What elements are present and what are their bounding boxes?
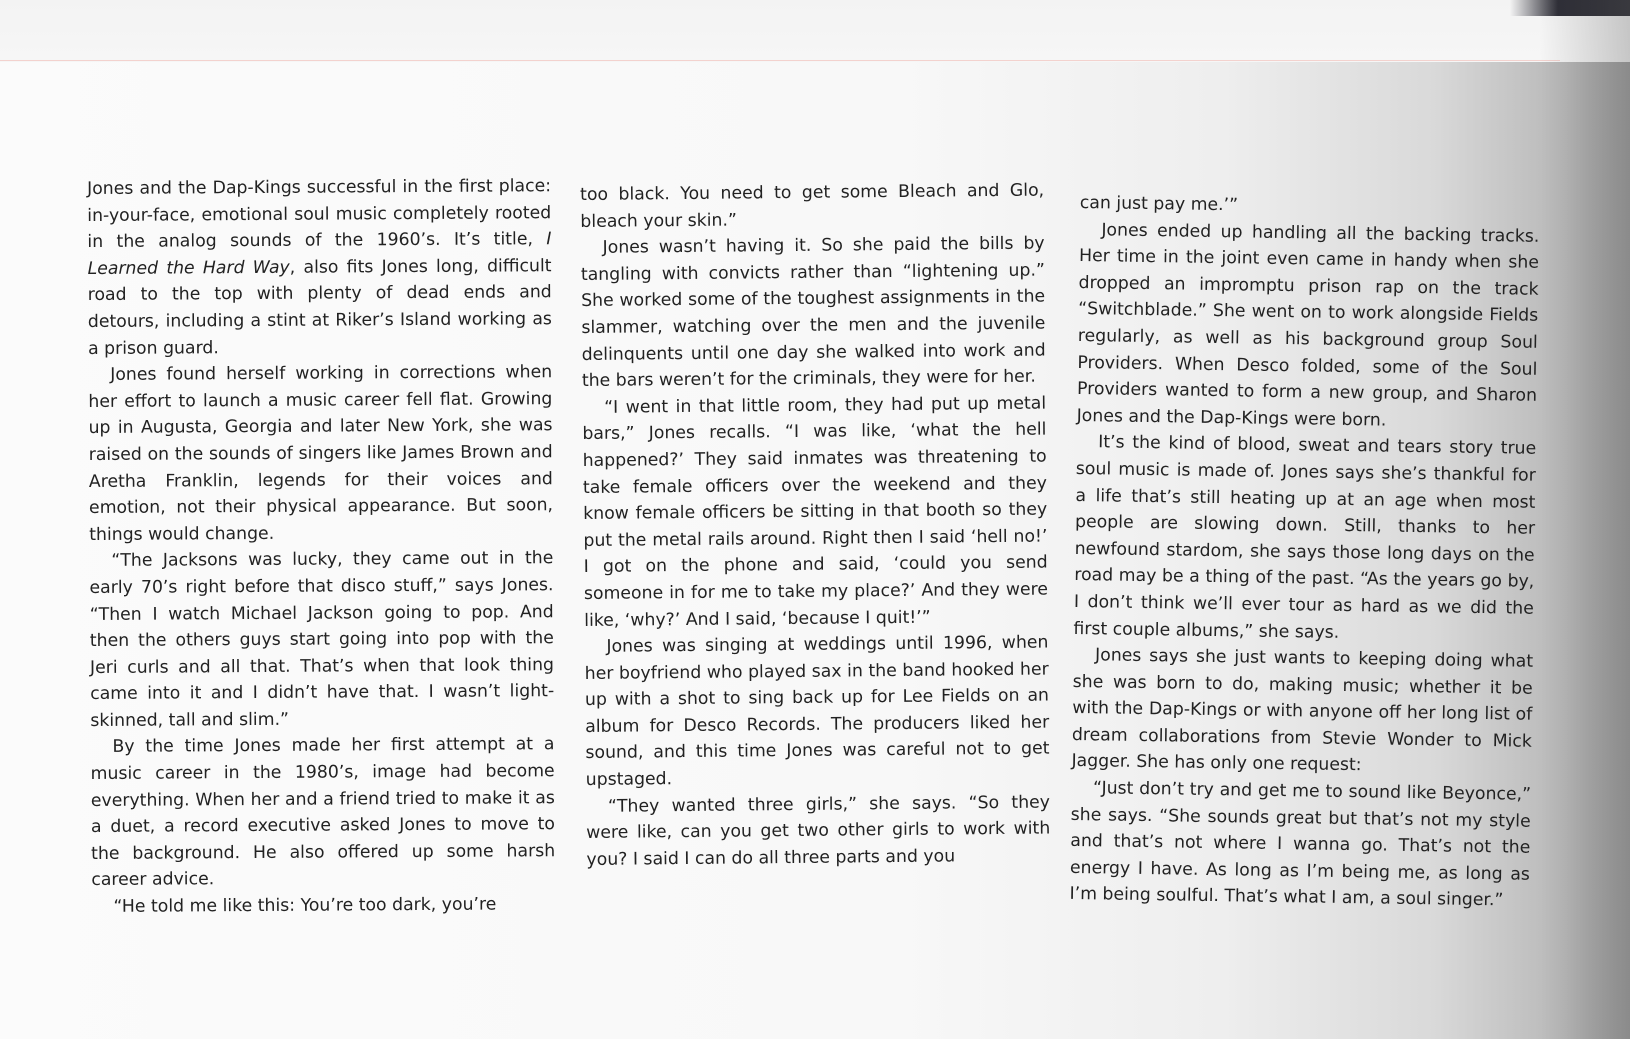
paragraph: It’s the kind of blood, sweat and tears story true soul music is made of. Jones says she’s thankful for a life that’s still heating up at an age when most people are slowing down. Still, thanks to her newfound stardom, she says those long days on the road may be a thing of the past. “As the years go by, I don’t think we’ll ever tour as hard as we did the first couple albums,” she says.: [1073, 432, 1537, 643]
paragraph: “They wanted three girls,” she says. “So they were like, can you get two other girls to work with you? I said I can do all three parts and you: [586, 792, 1051, 870]
paragraph: Jones wasn’t having it. So she paid the bills by tangling with convicts rather than “lightening up.” She worked some of the toughest assignments in the slammer, watching over the men and the juvenile delinquents until one day she walked into work and the bars weren’t for the criminals, they were for her.: [580, 233, 1046, 392]
paragraph: Jones and the Dap-Kings successful in the first place: in-your-face, emotional soul music completely rooted in the analog sounds of the 1960’s. It’s title, I Learned the Hard Way, also fits Jones long, difficult road to the top with plenty of dead ends and detours, including a stint at Riker’s Island working as a prison guard.: [87, 176, 552, 359]
page-curl-shadow: [1540, 0, 1630, 1039]
paragraph: can just pay me.’”: [1079, 192, 1239, 216]
album-title: I Learned the Hard Way: [87, 229, 552, 279]
paragraph: Jones found herself working in corrections when her effort to launch a music career fell flat. Growing up in Augusta, Georgia and later New York, she was raised on the sounds of singers like James Brown and Aretha Franklin, legends for their voices and emotion, not their physical appearance. But soon, things would change.: [88, 362, 554, 545]
paragraph: By the time Jones made her first attempt at a music career in the 1980’s, image had become everything. When her and a friend tried to make it as a duet, a record executive asked Jones to move to the background. He also offered up some harsh career advice.: [90, 734, 556, 891]
article-column-3: [1069, 190, 1540, 915]
article-column-2: [580, 178, 1051, 874]
page-top-margin: [0, 0, 1630, 62]
paragraph: “I went in that little room, they had put up metal bars,” Jones recalls. “I was like, ‘what the hell happened?’ They said inmates was threatening to take female officers over the weekend and they know female officers be sitting in that booth so they put the metal rails around. Right then I said ‘hell no!’ I got on the phone and said, ‘could you send someone in for me to take my place?’ And they were like, ‘why?’ And I said, ‘because I quit!’”: [582, 393, 1049, 631]
article-column-1: [87, 173, 556, 920]
paragraph: too black. You need to get some Bleach and Glo, bleach your skin.”: [580, 180, 1045, 232]
paragraph: “Just don’t try and get me to sound like Beyonce,” she says. “She sounds great but that’s not my style and that’s not where I wanna go. That’s not the energy I have. As long as I’m being me, as long as I’m being soulful. That’s what I am, a soul singer.”: [1069, 778, 1532, 911]
top-divider-line: [0, 60, 1560, 61]
paragraph: Jones was singing at weddings until 1996, when her boyfriend who played sax in the band hooked her up with a shot to sing back up for Lee Fields on an album for Desco Records. The producers liked her sound, and this time Jones was careful not to get upstaged.: [584, 632, 1050, 791]
paragraph: “The Jacksons was lucky, they came out in the early 70’s right before that disco stuff,” says Jones. “Then I watch Michael Jackson going to pop. And then the others guys start going into pop with the Jeri curls and all that. That’s when that look thing came into it and I didn’t have that. I wasn’t light-skinned, tall and slim.”: [89, 548, 555, 731]
paragraph: Jones ended up handling all the backing tracks. Her time in the joint even came in handy when she dropped an impromptu prison rap on the track “Switchblade.” She went on to work alongside Fields regularly, as well as his background group Soul Providers. When Desco folded, some of the Soul Providers wanted to form a new group, and Sharon Jones and the Dap-Kings were born.: [1076, 219, 1540, 431]
paragraph: “He told me like this: You’re too dark, you’re: [113, 894, 497, 917]
paragraph: Jones says she just wants to keeping doing what she was born to do, making music; whether it be with the Dap-Kings or with anyone off her long list of dream collaborations from Stevie Wonder to Mick Jagger. She has only one request:: [1071, 645, 1534, 776]
